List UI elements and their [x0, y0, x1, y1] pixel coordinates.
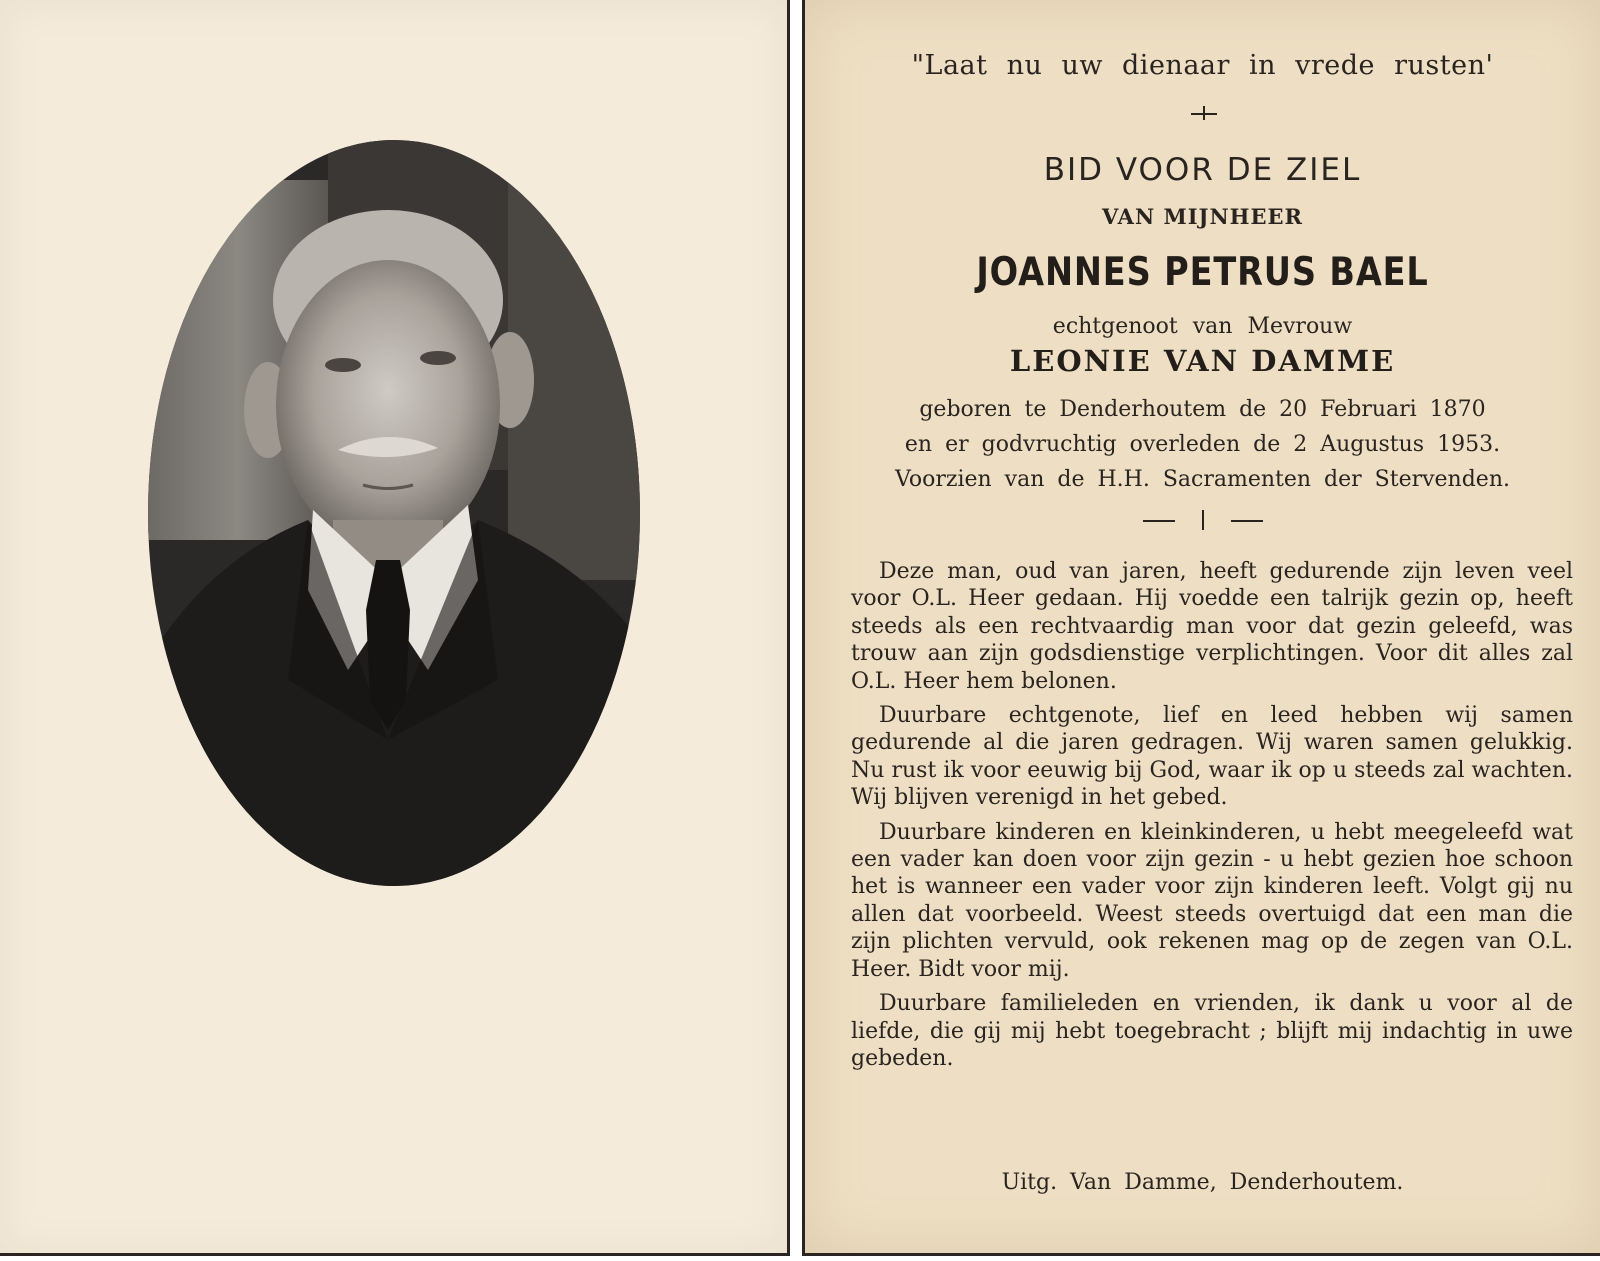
- heading: BID VOOR DE ZIEL: [1043, 152, 1362, 188]
- portrait-photo: [148, 140, 640, 886]
- paragraph-2: Duurbare echtgenote, lief en leed hebben wij samen gedurende al die jaren gedragen. Wij waren samen gelukkig. Nu rust ik voor eeuwig bij God, waar ik op u steeds zal wachten. Wij blijven verenigd in het gebed.: [851, 703, 1573, 811]
- divider: [805, 508, 1600, 536]
- date-line-death: en er godvruchtig overleden de 2 Augustus 1953.: [904, 432, 1501, 457]
- subheading: VAN MIJNHEER: [1102, 204, 1303, 229]
- publisher-line: Uitg. Van Damme, Denderhoutem.: [1001, 1170, 1404, 1195]
- spouse-name: LEONIE VAN DAMME: [1009, 344, 1396, 378]
- spouse-intro: echtgenoot van Mevrouw: [1052, 314, 1353, 339]
- portrait-photo-icon: [148, 140, 640, 886]
- deceased-name: JOANNES PETRUS BAEL: [976, 250, 1429, 295]
- paragraph-1: Deze man, oud van jaren, heeft gedurende zijn leven veel voor O.L. Heer gedaan. Hij voedde een talrijk gezin op, heeft steeds als een rechtvaardig man voor dat gezin geleefd, was trouw aan zijn godsdienstige verplichtingen. Voor dit alles zal O.L. Heer hem belonen.: [851, 559, 1573, 694]
- portrait-card: [0, 0, 790, 1256]
- dates-block: [851, 392, 1554, 497]
- date-line-sacraments: Voorzien van de H.H. Sacramenten der Stervenden.: [895, 467, 1510, 492]
- verse-quote: "Laat nu uw dienaar in vrede rusten': [911, 50, 1494, 81]
- body-text: [851, 558, 1573, 1079]
- paragraph-3: Duurbare kinderen en kleinkinderen, u hebt meegeleefd wat een vader kan doen voor zijn gezin - u hebt gezien hoe schoon het is wanneer een vader voor zijn kinderen leeft. Volgt gij nu allen dat voorbeeld. Weest steeds overtuigd dat een man die zijn plichten vervuld, ook rekenen mag op de zegen van O.L. Heer. Bidt voor mij.: [851, 819, 1573, 982]
- paragraph-4: Duurbare familieleden en vrienden, ik dank u voor al de liefde, die gij mij hebt toegebracht ; blijft mij indachtig in uwe gebeden.: [851, 991, 1573, 1071]
- small-cross-icon: [1191, 104, 1217, 120]
- date-line-birth: geboren te Denderhoutem de 20 Februari 1870: [919, 397, 1486, 422]
- dash-cross-dash-icon: [1143, 508, 1263, 532]
- text-card: [802, 0, 1600, 1256]
